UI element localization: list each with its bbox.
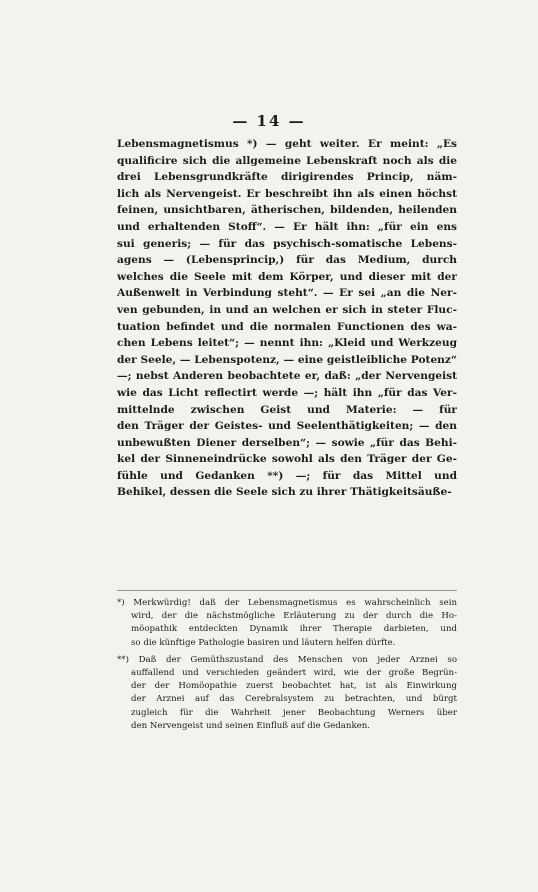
footnote-divider xyxy=(117,590,457,591)
footnote-line: möopathik entdeckten Dynamik ihrer Therapie darbieten, und xyxy=(131,624,457,635)
text-line: und erhaltenden Stoff“. — Er hält ihn: „für ein ens xyxy=(117,220,457,233)
footnote-line: den Nervengeist und seinen Einfluß auf die Gedanken. xyxy=(131,720,371,731)
text-line: ven gebunden, in und an welchen er sich in steter Fluc- xyxy=(117,303,457,316)
main-text xyxy=(117,136,457,501)
text-line: —; nebst Anderen beobachtete er, daß: „der Nervengeist xyxy=(117,370,457,383)
footnote-line: zugleich für die Wahrheit jener Beobachtung Werners über xyxy=(131,707,457,718)
text-line: agens — (Lebensprincip,) für das Medium, durch xyxy=(117,254,457,267)
footnote-line: der Arznei auf das Cerebralsystem zu betrachten, und bürgt xyxy=(131,694,457,705)
text-line: wie das Licht reflectirt werde —; hält ihn „für das Ver- xyxy=(117,386,457,399)
page-number: — 14 — xyxy=(232,112,306,130)
text-line: fühle und Gedanken **) —; für das Mittel und xyxy=(117,469,457,482)
footnote-line: wird, der die nächstmögliche Erläuterung zu der durch die Ho- xyxy=(131,611,457,622)
footnote-line: **) Daß der Gemüthszustand des Menschen von jeder Arznei so xyxy=(117,654,457,665)
footnote-line: so die künftige Pathologie basiren und läutern helfen dürfte. xyxy=(131,637,396,648)
text-line: Lebensmagnetismus *) — geht weiter. Er meint: „Es xyxy=(117,138,457,150)
text-line: lich als Nervengeist. Er beschreibt ihn als einen höchst xyxy=(117,187,457,200)
footnotes xyxy=(117,597,457,737)
text-line: tuation befindet und die normalen Functionen des wa- xyxy=(117,320,457,333)
text-line: welches die Seele mit dem Körper, und dieser mit der xyxy=(117,270,457,283)
text-line: der Seele, — Lebenspotenz, — eine geistleibliche Potenz“ xyxy=(117,353,457,366)
text-line: unbewußten Diener derselben“; — sowie „für das Behi- xyxy=(117,436,457,449)
text-line: drei Lebensgrundkräfte dirigirendes Princip, näm- xyxy=(117,171,457,184)
text-line: den Träger der Geistes- und Seelenthätigkeiten; — den xyxy=(117,420,457,433)
footnote-2 xyxy=(117,654,457,733)
text-line: Behikel, dessen die Seele sich zu ihrer Thätigkeitsäuße- xyxy=(117,486,452,499)
text-line: feinen, unsichtbaren, ätherischen, bildenden, heilenden xyxy=(117,204,457,217)
text-line: kel der Sinneneindrücke sowohl als den Träger der Ge- xyxy=(117,453,457,466)
footnote-line: der der Homöopathie zuerst beobachtet hat, ist als Einwirkung xyxy=(131,681,457,692)
footnote-line: auffallend und verschieden geändert wird, wie der große Begrün- xyxy=(131,668,457,679)
text-line: Außenwelt in Verbindung steht“. — Er sei „an die Ner- xyxy=(117,287,457,300)
footnote-1 xyxy=(117,597,457,650)
text-line: chen Lebens leitet“; — nennt ihn: „Kleid und Werkzeug xyxy=(117,337,457,350)
text-line: sui generis; — für das psychisch-somatische Lebens- xyxy=(117,237,457,250)
text-line: qualificire sich die allgemeine Lebenskraft noch als die xyxy=(117,154,457,167)
footnote-line: *) Merkwürdig! daß der Lebensmagnetismus es wahrscheinlich sein xyxy=(117,598,457,608)
text-line: mittelnde zwischen Geist und Materie: — für xyxy=(117,403,457,416)
